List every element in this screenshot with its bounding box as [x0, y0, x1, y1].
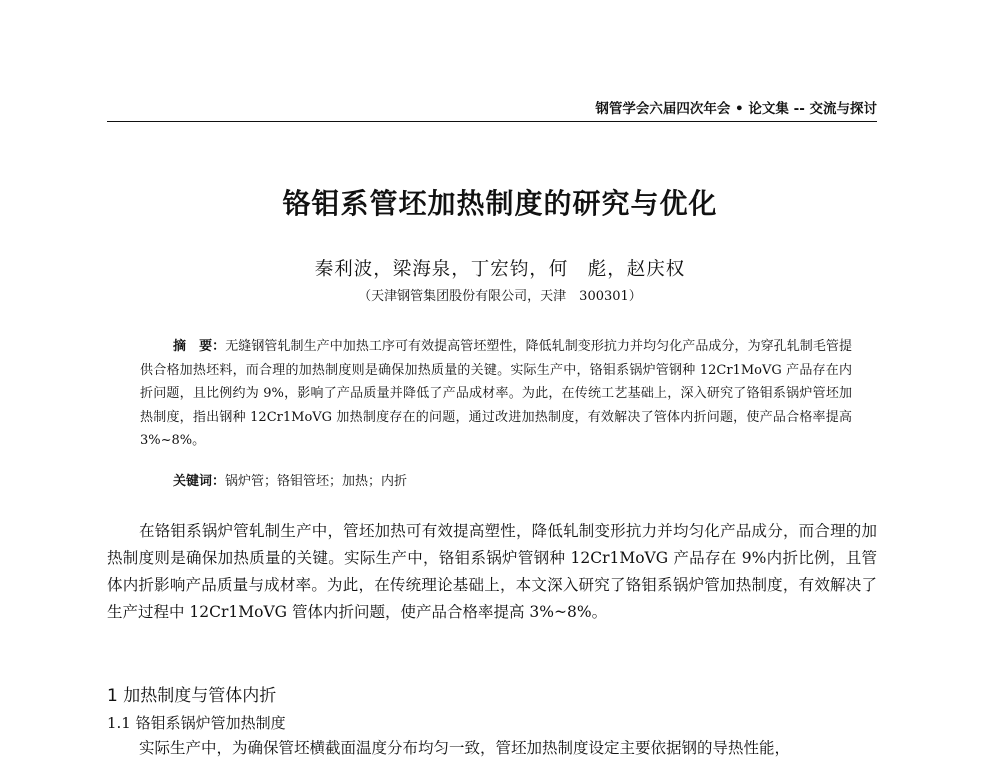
- intro-paragraph: 在铬钼系锅炉管轧制生产中，管坯加热可有效提高塑性，降低轧制变形抗力并均匀化产品成分，而合理的加热制度则是确保加热质量的关键。实际生产中，铬钼系锅炉管钢种 12Cr1MoVG 产品存在 9%内折比例，且管体内折影响产品质量与成材率。为此，在传统理论基础上，本文深入研究了铬钼系锅炉管加热制度，有效解决了生产过程中 12Cr1MoVG 管体内折问题，使产品合格率提高 3%~8%。: [107, 522, 877, 621]
- abstract: [140, 335, 852, 453]
- keywords: [173, 470, 407, 489]
- author-list: 秦利波，梁海泉，丁宏钧，何 彪，赵庆权: [314, 259, 686, 280]
- paper-title: 铬钼系管坯加热制度的研究与优化: [282, 187, 718, 220]
- keywords-text: 锅炉管；铬钼管坯；加热；内折: [225, 474, 408, 489]
- section-heading-1: 1 加热制度与管体内折: [107, 686, 277, 706]
- abstract-text: 无缝钢管轧制生产中加热工序可有效提高管坯塑性，降低轧制变形抗力并均匀化产品成分，为穿孔轧制毛管提供合格加热坯料，而合理的加热制度则是确保加热质量的关键。实际生产中，铬钼系锅炉管钢种 12Cr1MoVG 产品存在内折问题，且比例约为 9%，影响了产品质量并降低了产品成材率。为此，在传统工艺基础上，深入研究了铬钼系锅炉管坯加热制度，指出钢种 12Cr1MoVG 加热制度存在的问题，通过改进加热制度，有效解决了管体内折问题，使产品合格率提高 3%~8%。: [140, 339, 852, 448]
- keywords-label: 关键词：: [173, 474, 226, 489]
- section-heading-1-1: 1.1 铬钼系锅炉管加热制度: [107, 714, 286, 732]
- header-rule: [107, 121, 877, 122]
- abstract-indent: [140, 339, 173, 354]
- running-header: 钢管学会六届四次年会 • 论文集 -- 交流与探讨: [595, 101, 877, 117]
- affiliation: （天津钢管集团股份有限公司，天津 300301）: [358, 289, 642, 304]
- section-1-1-paragraph: 实际生产中，为确保管坯横截面温度分布均匀一致，管坯加热制度设定主要依据钢的导热性能，: [139, 739, 791, 757]
- abstract-label: 摘 要：: [173, 339, 226, 354]
